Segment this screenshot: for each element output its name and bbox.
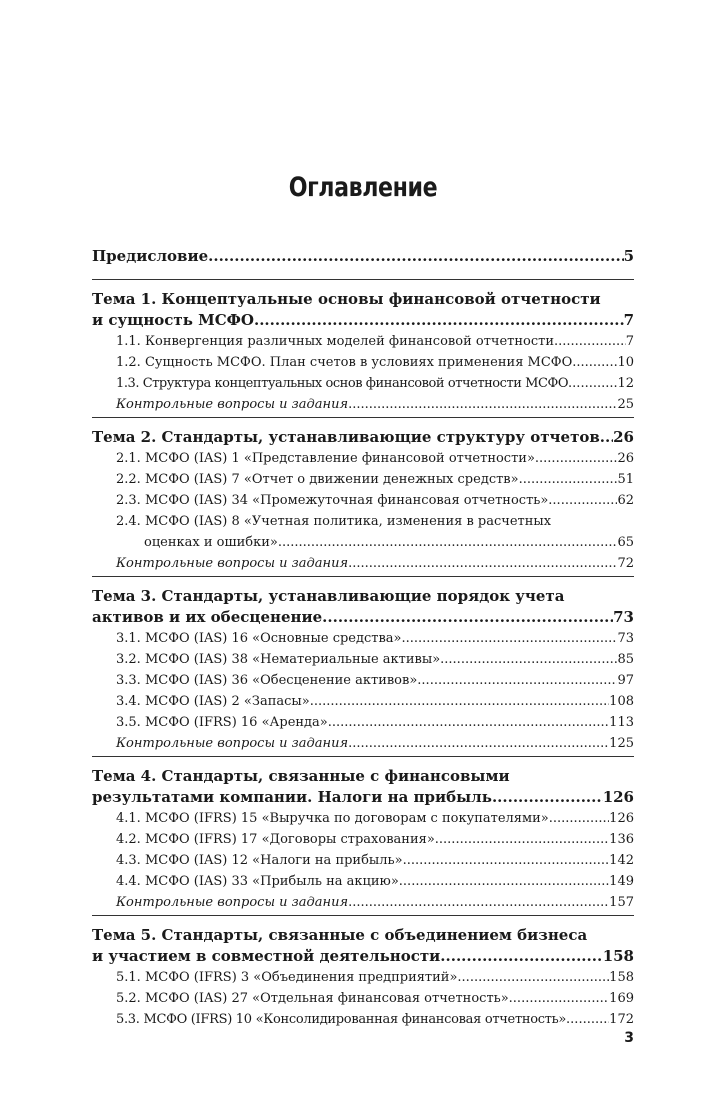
toc-entry-label: 3.5. МСФО (IFRS) 16 «Аренда» — [116, 715, 328, 730]
toc-entry-page: 73 — [613, 608, 634, 626]
leader-dots — [310, 691, 609, 712]
chapter-group — [92, 925, 634, 1032]
toc-section-entry[interactable] — [92, 712, 634, 733]
toc-entry-label: Контрольные вопросы и задания — [116, 895, 349, 910]
toc-entry-label: 3.4. МСФО (IAS) 2 «Запасы» — [116, 694, 310, 709]
toc-chapter-heading[interactable] — [92, 427, 634, 448]
leader-dots — [435, 829, 609, 850]
toc-entry-page: 172 — [609, 1012, 634, 1027]
toc-entry-label: 4.1. МСФО (IFRS) 15 «Выручка по договорам с покупателями» — [116, 811, 549, 826]
toc-entry-page: 126 — [609, 811, 634, 826]
toc-section-entry[interactable] — [92, 331, 634, 352]
toc-entry-page: 5 — [623, 247, 634, 265]
toc-entry-label: 2.3. МСФО (IAS) 34 «Промежуточная финансовая отчетность» — [116, 493, 549, 508]
preface-group — [92, 246, 634, 280]
toc-section-entry[interactable] — [92, 871, 634, 892]
leader-dots — [440, 946, 602, 967]
leader-dots — [278, 532, 618, 553]
toc-entry-preface[interactable] — [92, 246, 634, 267]
chapter-group — [92, 766, 634, 916]
toc-entry-page: 169 — [609, 991, 634, 1006]
toc-entry-page: 73 — [617, 631, 634, 646]
toc-entry-label: 1.2. Сущность МСФО. План счетов в условиях применения МСФО — [116, 355, 573, 370]
toc-entry-page: 7 — [625, 334, 634, 349]
leader-dots — [403, 850, 610, 871]
leader-dots — [328, 712, 609, 733]
leader-dots — [572, 352, 617, 373]
toc-section-entry[interactable] — [92, 490, 634, 511]
toc-entry-label: 3.3. МСФО (IAS) 36 «Обесценение активов» — [116, 673, 418, 688]
leader-dots — [348, 733, 609, 754]
toc-entry-page: 65 — [617, 535, 634, 550]
toc-entry-label: 2.2. МСФО (IAS) 7 «Отчет о движении денежных средств» — [116, 472, 519, 487]
toc-entry-page: 142 — [609, 853, 634, 868]
toc-entry-label: 5.3. МСФО (IFRS) 10 «Консолидированная финансовая отчетность» — [116, 1012, 567, 1027]
leader-dots — [519, 469, 618, 490]
chapter-title-line: Тема 2. Стандарты, устанавливающие структуру отчетов — [92, 428, 600, 446]
toc-control-questions[interactable] — [92, 553, 634, 574]
toc-entry-page: 10 — [617, 355, 634, 370]
leader-dots — [600, 427, 613, 448]
chapter-group — [92, 289, 634, 418]
chapter-group — [92, 427, 634, 577]
toc-chapter-heading[interactable] — [92, 586, 634, 628]
toc-entry-label: Контрольные вопросы и задания — [116, 397, 349, 412]
toc-section-entry[interactable] — [92, 448, 634, 469]
leader-dots — [535, 448, 618, 469]
toc-entry-label: 5.2. МСФО (IAS) 27 «Отдельная финансовая отчетность» — [116, 991, 509, 1006]
toc-entry-page: 7 — [623, 311, 634, 329]
toc-entry-label: 1.3. Структура концептуальных основ финансовой отчетности МСФО — [116, 376, 569, 391]
toc-entry-page: 26 — [613, 428, 634, 446]
toc-entry-page: 97 — [617, 673, 634, 688]
toc-section-entry[interactable] — [92, 469, 634, 490]
leader-dots — [208, 246, 623, 267]
leader-dots — [348, 394, 617, 415]
toc-section-entry[interactable] — [92, 1009, 634, 1030]
leader-dots — [322, 607, 613, 628]
leader-dots — [348, 892, 609, 913]
toc-entry-label: 5.1. МСФО (IFRS) 3 «Объединения предприятий» — [116, 970, 458, 985]
toc-entry-page: 157 — [609, 895, 634, 910]
toc-entry-page: 158 — [609, 970, 634, 985]
chapter-title-line: Тема 5. Стандарты, связанные с объединением бизнеса — [92, 926, 588, 944]
toc-section-entry[interactable] — [92, 829, 634, 850]
toc-entry-label: Контрольные вопросы и задания — [116, 556, 349, 571]
leader-dots — [402, 628, 618, 649]
toc-entry-label: 1.1. Конвергенция различных моделей финансовой отчетности — [116, 334, 554, 349]
toc-control-questions[interactable] — [92, 892, 634, 913]
toc-section-entry[interactable] — [92, 670, 634, 691]
toc-entry-label: 3.1. МСФО (IAS) 16 «Основные средства» — [116, 631, 402, 646]
toc-section-entry[interactable] — [92, 967, 634, 988]
toc-entry-page: 26 — [617, 451, 634, 466]
leader-dots — [399, 871, 609, 892]
leader-dots — [254, 310, 624, 331]
chapter-title-line: Тема 3. Стандарты, устанавливающие порядок учета — [92, 587, 565, 605]
toc-chapter-heading[interactable] — [92, 289, 634, 331]
toc-section-entry[interactable] — [92, 691, 634, 712]
leader-dots — [492, 787, 603, 808]
leader-dots — [509, 988, 610, 1009]
page-number: 3 — [624, 1030, 634, 1046]
toc-chapter-heading[interactable] — [92, 925, 634, 967]
toc-entry-page: 12 — [617, 376, 634, 391]
toc-entry-page: 108 — [609, 694, 634, 709]
toc-entry-label: 4.2. МСФО (IFRS) 17 «Договоры страхования» — [116, 832, 435, 847]
toc-entry-label: Контрольные вопросы и задания — [116, 736, 349, 751]
toc-entry-page: 62 — [617, 493, 634, 508]
toc-entry-label: 2.4. МСФО (IAS) 8 «Учетная политика, изменения в расчетных — [116, 514, 552, 529]
toc-entry-label: 4.4. МСФО (IAS) 33 «Прибыль на акцию» — [116, 874, 399, 889]
toc-section-entry[interactable] — [92, 352, 634, 373]
toc-entry-label: 4.3. МСФО (IAS) 12 «Налоги на прибыль» — [116, 853, 403, 868]
toc-section-entry[interactable] — [92, 988, 634, 1009]
toc-control-questions[interactable] — [92, 733, 634, 754]
toc-section-entry[interactable] — [92, 373, 634, 394]
table-of-contents — [92, 246, 634, 1032]
leader-dots — [566, 1009, 609, 1030]
toc-section-entry[interactable] — [92, 511, 634, 553]
leader-dots — [549, 808, 609, 829]
leader-dots — [348, 553, 617, 574]
toc-control-questions[interactable] — [92, 394, 634, 415]
leader-dots — [568, 373, 617, 394]
leader-dots — [440, 649, 617, 670]
toc-entry-page: 85 — [617, 652, 634, 667]
chapter-title-line: Тема 1. Концептуальные основы финансовой отчетности — [92, 290, 601, 308]
chapter-title-line: и сущность МСФО — [92, 311, 254, 329]
toc-entry-page: 51 — [617, 472, 634, 487]
toc-entry-page: 136 — [609, 832, 634, 847]
toc-entry-label: 3.2. МСФО (IAS) 38 «Нематериальные активы» — [116, 652, 441, 667]
toc-section-entry[interactable] — [92, 850, 634, 871]
chapter-title-line: Тема 4. Стандарты, связанные с финансовыми — [92, 767, 510, 785]
toc-chapter-heading[interactable] — [92, 766, 634, 808]
toc-entry-page: 125 — [609, 736, 634, 751]
toc-entry-label: Предисловие — [92, 247, 209, 265]
chapter-title-line: и участием в совместной деятельности — [92, 947, 441, 965]
leader-dots — [457, 967, 609, 988]
leader-dots — [554, 331, 626, 352]
toc-entry-page: 113 — [609, 715, 634, 730]
chapter-group — [92, 586, 634, 757]
toc-section-entry[interactable] — [92, 808, 634, 829]
toc-entry-label: 2.1. МСФО (IAS) 1 «Представление финансовой отчетности» — [116, 451, 535, 466]
page-title: Оглавление — [288, 172, 438, 203]
toc-entry-page: 126 — [602, 788, 634, 806]
leader-dots — [417, 670, 617, 691]
toc-section-entry[interactable] — [92, 628, 634, 649]
toc-entry-label: оценках и ошибки» — [144, 535, 278, 550]
toc-section-entry[interactable] — [92, 649, 634, 670]
toc-entry-page: 149 — [609, 874, 634, 889]
toc-entry-page: 25 — [617, 397, 634, 412]
chapter-title-line: результатами компании. Налоги на прибыль — [92, 788, 492, 806]
leader-dots — [548, 490, 617, 511]
toc-entry-page: 158 — [602, 947, 634, 965]
toc-entry-page: 72 — [617, 556, 634, 571]
chapter-title-line: активов и их обесценение — [92, 608, 323, 626]
